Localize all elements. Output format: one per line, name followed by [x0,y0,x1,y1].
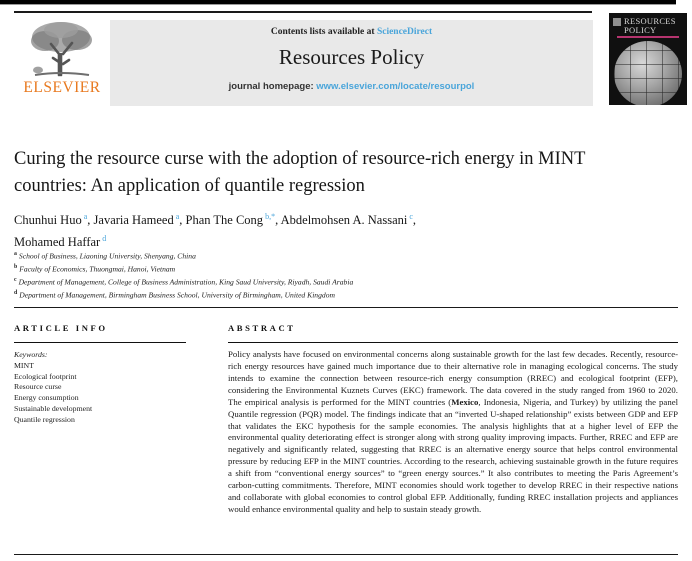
sciencedirect-link[interactable]: ScienceDirect [376,27,433,37]
contents-prefix: Contents lists available at [270,27,377,37]
contents-line [110,27,593,37]
affiliation: $^b$ Faculty of Economics, Thuongmai, Hanoi, Vietnam [14,263,176,274]
article-info-section [14,323,186,426]
cover-subtitle-bar [617,36,679,38]
author-affiliation-link[interactable]: b,* [265,212,276,221]
affiliation: $^a$ School of Business, Liaoning University, Shenyang, China [14,251,196,261]
abstract-heading: ABSTRACT [228,323,296,333]
cover-elsevier-mark-icon [613,18,621,26]
keyword: Sustainable development [14,404,93,414]
keyword: Ecological footprint [14,371,77,381]
affiliation: $^c$ Department of Management, College of Business Administration, King Saud University, Riyadh, Saudi Arabia [14,276,354,287]
author: Javaria Hameed $^a$, [93,212,186,228]
journal-title: Resources Policy [278,45,425,69]
cover-title: RESOURCES POLICY [624,16,676,35]
author: Abdelmohsen A. Nassani $^c$, [280,212,417,228]
abstract-section [228,323,678,516]
journal-cover-thumbnail [609,13,687,105]
author-affiliation-link[interactable]: d [102,233,107,243]
article-info-heading: ARTICLE INFO [14,323,108,333]
homepage-line [110,81,593,92]
affiliation: $^d$ Department of Management, Birmingham Business School, University of Birmingham, United Kingdom [14,289,335,300]
elsevier-logo [20,18,104,106]
affiliation-list [14,249,634,301]
elsevier-tree-icon [23,18,101,78]
elsevier-wordmark: ELSEVIER [23,79,101,96]
keyword: Quantile regression [14,414,75,424]
keyword: Resource curse [14,382,62,392]
cover-globe-collage [614,41,682,105]
author: Chunhui Huo $^a$, [14,212,94,228]
author-affiliation-link[interactable]: c [409,212,413,221]
keyword: Energy consumption [14,393,79,403]
keywords-label: Keywords: [14,350,48,360]
cover-header [609,13,687,34]
journal-homepage-link[interactable]: www.elsevier.com/locate/resourpol [316,81,475,92]
author-affiliation-link[interactable]: a [175,212,180,221]
journal-banner [110,20,593,106]
abstract-heading-rule [228,342,678,343]
header-divider [0,0,676,4]
section-divider-bottom [14,554,678,555]
keyword: MINT [14,360,34,370]
author: Phan The Cong $^{b,*}$, [185,212,281,228]
author-affiliation-link[interactable]: a [83,212,88,221]
section-divider-top [14,307,678,308]
homepage-prefix: journal homepage: [228,81,317,92]
article-title: Curing the resource curse with the adoption of resource-rich energy in MINT countries: An application of quantile regression [14,149,586,196]
top-rule [14,11,592,13]
abstract-text: Policy analysts have focused on environmental concerns along sustainable growth for the last few decades. Recently, resource-rich energy resources have gained much importance due to their alternative role in managing ecological concerns. The study intends to examine the connection between resource-rich energy consumption (RREC) and ecological footprint (EFP), considering the Environmental Kuznets Curves (EKC) framework. The data covered in the study ranged from 1960 to 2020. The empirical analysis is performed for the MINT countries (Mexico, Indonesia, Nigeria, and Turkey) by utilizing the panel Quantile regression (PQR) model. The findings indicate that an “inverted U-shaped relationship” exists between GDP and EFP that validates the EKC hypothesis for the sample economies. The analysis highlights that at a higher level of EFP the environmental quality deteriorating effect is stronger along with strong quality improving impacts. Further, RREC and EFP are negatively and significantly related, suggesting that RREC is an alternative energy source that helps control environmental pressure by reducing EFP in the MINT countries. According to the research, achieving sustainable growth in the future requires a shift from “conventional energy sources” to “green energy sources.” It also contributes to meeting the Paris Agreement’s carbon-cutting commitments. Therefore, MINT economies should work together to develop RREC in their respective nations and collaborate with global economies to control global EFP. Additionally, funding RREC installation projects and appliances would enhance environmental quality and help to sustain steady growth. [228,349,679,514]
article-info-heading-rule [14,342,186,343]
author: Mohamed Haffar $^d$ [14,233,107,249]
author-list [14,208,574,251]
